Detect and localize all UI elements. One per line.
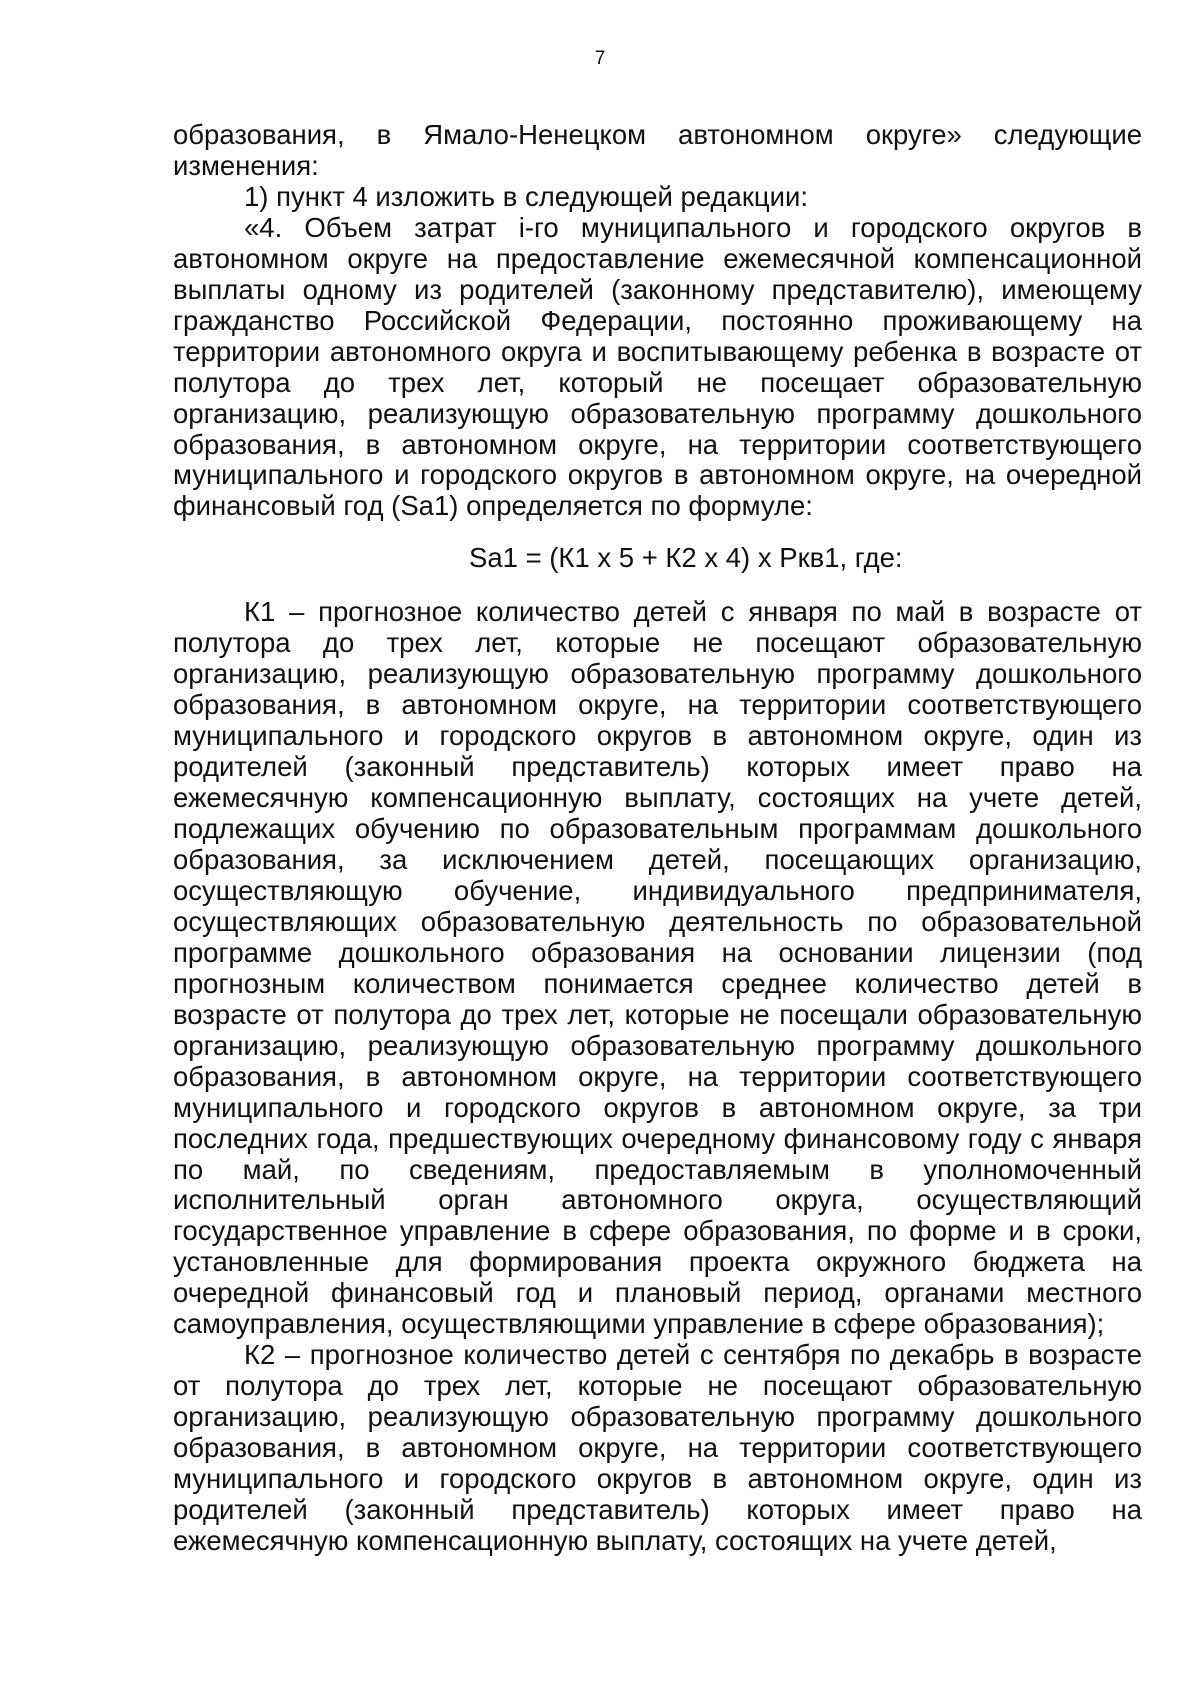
k2-definition: К2 – прогнозное количество детей с сентября по декабрь в возрасте от полутора до трех лет, которые не посещают образовательную организацию, реализующую образовательную программу дошкольного образования, в автономном округе, на территории соответствующего муниципального и городского округов в автономном округе, один из родителей (законный представитель) которых имеет право на ежемесячную компенсационную выплату, состоящих на учете детей, <box>173 1339 1142 1556</box>
formula: Sa1 = (К1 х 5 + К2 х 4) х Ркв1, где: <box>469 542 903 574</box>
document-body <box>173 120 1142 1557</box>
intro-paragraph: образования, в Ямало-Ненецком автономном округе» следующие изменения: <box>173 119 1142 181</box>
k1-definition: К1 – прогнозное количество детей с января по май в возрасте от полутора до трех лет, которые не посещают образовательную организацию, реализующую образовательную программу дошкольного образования, в автономном округе, на территории соответствующего муниципального и городского округов в автономном округе, один из родителей (законный представитель) которых имеет право на ежемесячную компенсационную выплату, состоящих на учете детей, подлежащих обучению по образовательным программам дошкольного образования, за исключением детей, посещающих организацию, осуществляющую обучение, индивидуального предпринимателя, осуществляющих образовательную деятельность по образовательной программе дошкольного образования на основании лицензии (под прогнозным количеством понимается среднее количество детей в возрасте от полутора до трех лет, которые не посещали образовательную организацию, реализующую образовательную программу дошкольного образования, в автономном округе, на территории соответствующего муниципального и городского округов в автономном округе, за три последних года, предшествующих очередному финансовому году с января по май, по сведениям, предоставляемым в уполномоченный исполнительный орган автономного округа, осуществляющий государственное управление в сфере образования, по форме и в сроки, установленные для формирования проекта окружного бюджета на очередной финансовый год и плановый период, органами местного самоуправления, осуществляющими управление в сфере образования); <box>173 596 1142 1340</box>
item-1-paragraph: 1) пункт 4 изложить в следующей редакции: <box>244 180 808 212</box>
point-4-paragraph: «4. Объем затрат i-го муниципального и городского округов в автономном округе на предоставление ежемесячной компенсационной выплаты одному из родителей (законному представителю), имеющему гражданство Российской Федерации, постоянно проживающему на территории автономного округа и воспитывающему ребенка в возрасте от полутора до трех лет, который не посещает образовательную организацию, реализующую образовательную программу дошкольного образования, в автономном округе, на территории соответствующего муниципального и городского округов в автономном округе, на очередной финансовый год (Sa1) определяется по формуле: <box>173 211 1142 522</box>
page-number: 7 <box>594 48 606 69</box>
